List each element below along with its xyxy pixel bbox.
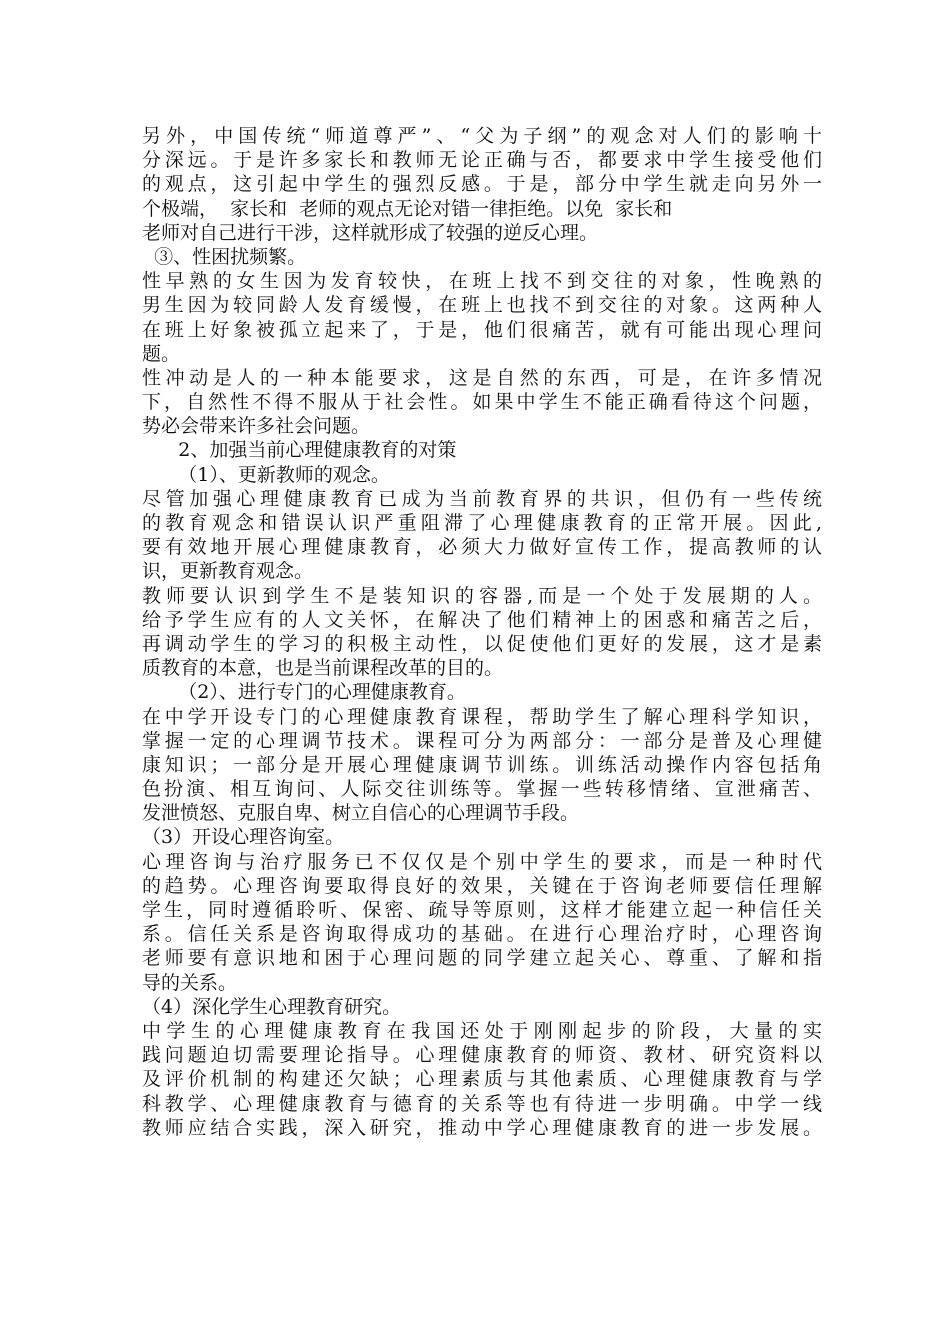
text-line: 发泄愤怒、克服自卑、树立自信心的心理调节手段。 <box>142 802 580 825</box>
document-body <box>142 124 822 1140</box>
text-line: 导的关系。 <box>142 971 238 994</box>
text-line: 质教育的本意，也是当前课程改革的目的。 <box>142 657 504 680</box>
text-line: 个极端， 家长和 老师的观点无论对错一律拒绝。以免 家长和 <box>142 197 673 220</box>
text-line: 掌握一定的心理调节技术。课程可分为两部分：一部分是普及心理健 <box>142 729 822 752</box>
text-line: 的观点，这引起中学生的强烈反感。于是，部分中学生就走向另外一 <box>142 173 822 196</box>
text-line: 尽管加强心理健康教育已成为当前教育界的共识，但仍有一些传统 <box>142 487 822 510</box>
text-line: 另外，中国传统“师道尊严”、“父为子纲”的观念对人们的影响十 <box>142 125 822 147</box>
text-line: （2）、进行专门的心理健康教育。 <box>142 681 466 704</box>
text-line: 分深远。于是许多家长和教师无论正确与否，都要求中学生接受他们 <box>142 149 822 172</box>
text-line: 教师要认识到学生不是装知识的容器,而是一个处于发展期的人。 <box>142 584 822 607</box>
text-line: 再调动学生的学习的积极主动性，以促使他们更好的发展，这才是素 <box>142 632 822 655</box>
text-line: 在班上好象被孤立起来了，于是，他们很痛苦，就有可能出现心理问 <box>142 318 822 341</box>
text-line: 系。信任关系是咨询取得成功的基础。在进行心理治疗时，心理咨询 <box>142 923 822 946</box>
text-line: 2、加强当前心理健康教育的对策 <box>142 439 457 462</box>
text-line: （4）深化学生心理教育研究。 <box>142 995 402 1018</box>
text-line: 康知识；一部分是开展心理健康调节训练。训练活动操作内容包括角 <box>142 753 822 776</box>
text-line: 势必会带来许多社会问题。 <box>142 415 371 438</box>
text-line: 性冲动是人的一种本能要求，这是自然的东西，可是，在许多情况 <box>142 366 822 389</box>
text-line: 给予学生应有的人文关怀，在解决了他们精神上的困惑和痛苦之后， <box>142 608 822 631</box>
text-line: 老师对自己进行干涉，这样就形成了较强的逆反心理。 <box>142 221 599 244</box>
text-line: 男生因为较同龄人发育缓慢，在班上也找不到交往的对象。这两种人 <box>142 294 822 317</box>
text-line: 要有效地开展心理健康教育，必须大力做好宣传工作，提高教师的认 <box>142 536 822 559</box>
text-line: 科教学、心理健康教育与德育的关系等也有待进一步明确。中学一线 <box>142 1092 822 1115</box>
text-line: 下，自然性不得不服从于社会性。如果中学生不能正确看待这个问题， <box>142 391 822 414</box>
text-line: （1）、更新教师的观念。 <box>142 463 390 486</box>
text-line: ③、性困扰频繁。 <box>142 245 307 268</box>
text-line: 中学生的心理健康教育在我国还处于刚刚起步的阶段，大量的实 <box>142 1019 822 1042</box>
text-line: 色扮演、相互询问、人际交往训练等。掌握一些转移情绪、宣泄痛苦、 <box>142 778 822 801</box>
text-line: 识，更新教育观念。 <box>142 560 314 583</box>
text-line: 学生，同时遵循聆听、保密、疏导等原则，这样才能建立起一种信任关 <box>142 899 822 921</box>
text-line: 题。 <box>142 342 181 365</box>
text-line: 性早熟的女生因为发育较快，在班上找不到交往的对象，性晚熟的 <box>142 270 822 293</box>
text-line: 及评价机制的构建还欠缺；心理素质与其他素质、心理健康教育与学 <box>142 1068 822 1091</box>
text-line: 心理咨询与治疗服务已不仅仅是个别中学生的要求，而是一种时代 <box>142 850 822 873</box>
text-line: （3）开设心理咨询室。 <box>142 826 345 849</box>
text-line: 在中学开设专门的心理健康教育课程，帮助学生了解心理科学知识， <box>142 705 822 728</box>
text-line: 老师要有意识地和困于心理问题的同学建立起关心、尊重、了解和指 <box>142 947 822 970</box>
text-line: 的趋势。心理咨询要取得良好的效果，关键在于咨询老师要信任理解 <box>142 874 822 897</box>
text-line: 践问题迫切需要理论指导。心理健康教育的师资、教材、研究资料以 <box>142 1044 822 1067</box>
text-line: 的教育观念和错误认识严重阻滞了心理健康教育的正常开展。因此, <box>142 512 822 534</box>
text-line: 教师应结合实践，深入研究，推动中学心理健康教育的进一步发展。 <box>142 1116 822 1139</box>
